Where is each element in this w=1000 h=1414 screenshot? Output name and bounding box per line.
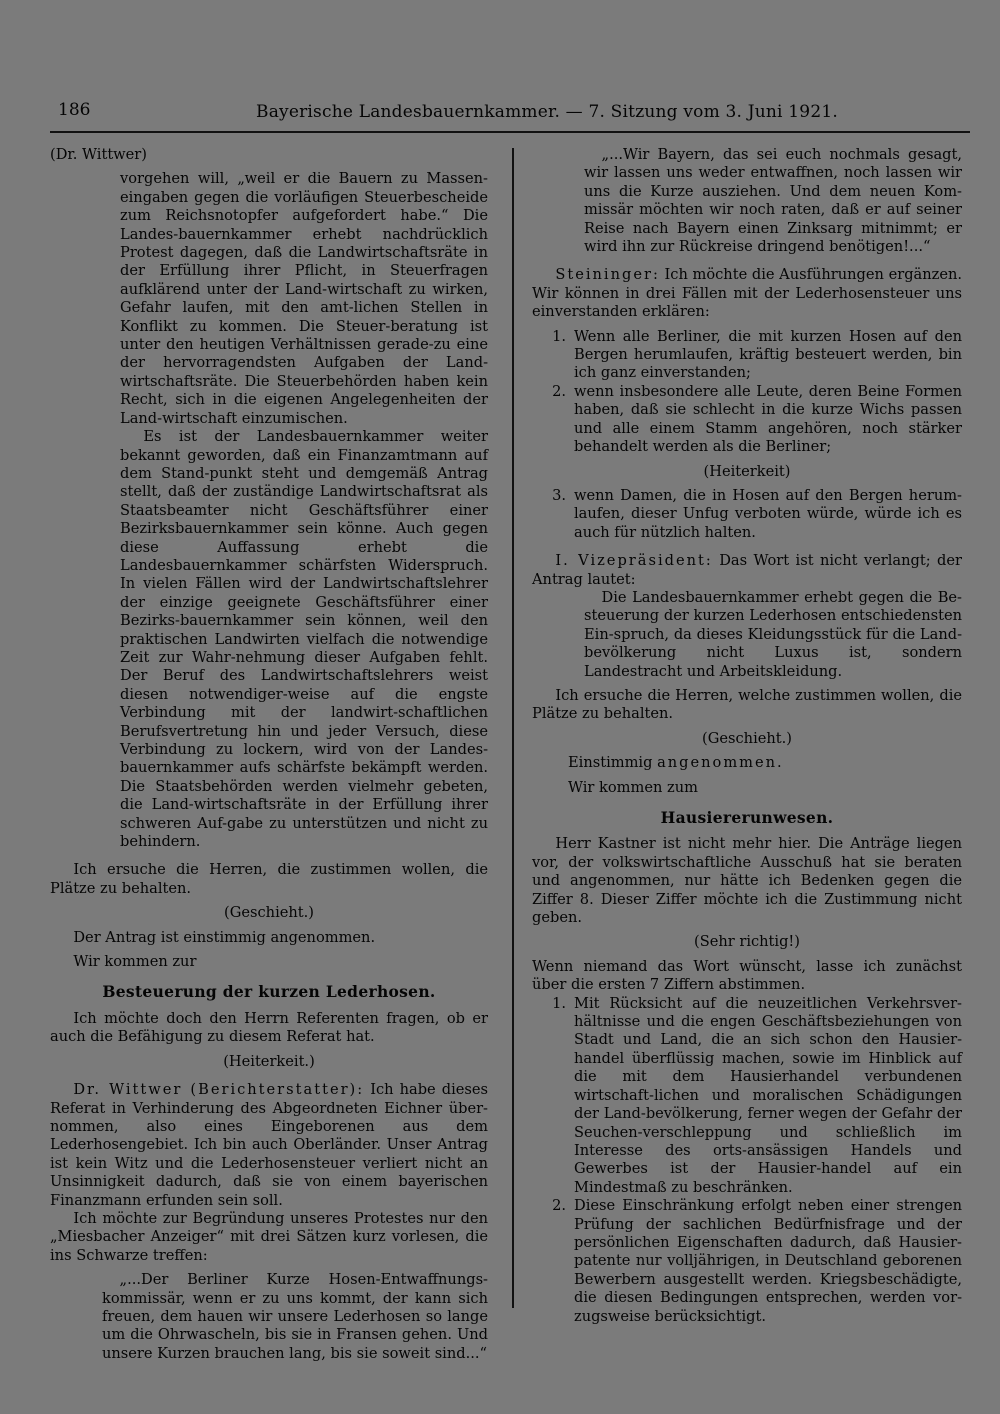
right-column (532, 146, 962, 1326)
list-number: 2. (552, 1197, 566, 1215)
speaker-name: Dr. Wittwer (Berichterstatter): (73, 1081, 365, 1099)
paragraph: Es ist der Landesbauernkammer weiter bekannt geworden, daß ein Finanzamtmann auf dem Stand-punkt steht und demgemäß Antrag stellt, daß der zuständige Landwirtschaftsrat als Staatsbeamter nicht Geschäftsführer einer Bezirksbauernkammer sein könne. Auch gegen diese Auffassung erhebt die Landesbauernkammer schärfsten Widerspruch. In vielen Fällen wird der Landwirtschaftslehrer der einzige geeignete Geschäftsführer einer Bezirks-bauernkammer sein können, weil den praktischen Landwirten vielfach die notwendige Zeit zur Wahr-nehmung dieser Aufgaben fehlt. Der Beruf des Landwirtschaftslehrers weist diesen notwendiger-weise auf die engste Verbindung mit der landwirt-schaftlichen Berufsvertretung hin und jeder Versuch, diese Verbindung zu lockern, wird von der Landes-bauernkammer aufs schärfste bekämpft werden. Die Staatsbehörden werden vielmehr gebeten, die Land-wirtschaftsräte in der Erfüllung ihrer schweren Auf-gabe zu unterstützen und nicht zu behindern. (120, 428, 488, 851)
stage-direction: (Geschieht.) (224, 904, 314, 922)
paragraph: Ich möchte doch den Herrn Referenten fragen, ob er auch die Befähigung zu diesem Referat hat. (50, 1009, 488, 1046)
page-header (58, 100, 970, 130)
numbered-list (532, 328, 962, 457)
list-text: Diese Einschränkung erfolgt neben einer strengen Prüfung der sachlichen Bedürfnisfrage und der persönlichen Eigenschaften dadurch, daß Hausier-patente nur volljährigen, in Deutschland geborenen Bewerbern ausgestellt werden. Kriegsbeschädigte, die diesen Bedingungen entsprechen, werden vor-zugsweise berücksichtigt. (574, 1197, 962, 1325)
paragraph (532, 266, 962, 321)
running-head: Bayerische Landesbauernkammer. — 7. Sitzung vom 3. Juni 1921. (256, 102, 838, 122)
paragraph (50, 1081, 488, 1210)
list-item (532, 487, 962, 542)
list-item (532, 383, 962, 457)
stage-direction: (Heiterkeit.) (223, 1052, 315, 1070)
stage-direction: (Heiterkeit) (703, 462, 791, 480)
list-number: 1. (552, 994, 566, 1012)
list-number: 2. (552, 382, 566, 400)
page-number: 186 (58, 100, 91, 120)
list-text: wenn insbesondere alle Leute, deren Beine Formen haben, daß sie schlecht in die kurze Wichs passen und alle einem Stamm angehören, noch stärker behandelt werden als die Berliner; (574, 382, 962, 456)
paragraph-text: Einstimmig (568, 754, 658, 772)
speaker-name: I. Vizepräsident: (555, 552, 713, 570)
list-text: wenn Damen, die in Hosen auf den Bergen herum-laufen, dieser Unfug verboten würde, würde ich es auch für nützlich halten. (574, 486, 962, 541)
paragraph: vorgehen will, „weil er die Bauern zu Massen-eingaben gegen die vorläufigen Steuerbescheide zum Reichsnotopfer aufgefordert habe.“ Die Landes-bauernkammer erhebt nachdrücklich Protest dagegen, daß die Landwirtschaftsräte in der Erfüllung ihrer Pflicht, in Steuerfragen aufklärend unter der Land-wirtschaft zu wirken, Gefahr laufen, mit den amt-lichen Stellen in Konflikt zu kommen. Die Steuer-beratung ist unter den heutigen Verhältnissen gerade-zu eine der hervorragendsten Aufgaben der Land-wirtschaftsräte. Die Steuerbehörden haben kein Recht, sich in die eigenen Angelegenheiten der Land-wirtschaft einzumischen. (120, 170, 488, 427)
paragraph: Ich ersuche die Herren, die zustimmen wollen, die Plätze zu behalten. (50, 861, 488, 897)
quotation: „...Der Berliner Kurze Hosen-Entwaffnungs-kommissär, wenn er zu uns kommt, der kann sich freuen, dem hauen wir unsere Lederhosen so lange um die Ohrwascheln, bis sie in Fransen gehen. Und unsere Kurzen brauchen lang, bis sie soweit sind...“ (102, 1271, 488, 1362)
paragraph-text: Ich möchte die Ausführungen ergänzen. Wir können in drei Fällen mit der Lederhosensteuer uns einverstanden erklären: (532, 266, 962, 321)
stage-direction: (Geschieht.) (702, 729, 792, 747)
list-text: Wenn alle Berliner, die mit kurzen Hosen auf den Bergen herumlaufen, kräftig besteuert werden, bin ich ganz einverstanden; (574, 327, 962, 382)
numbered-list (532, 995, 962, 1326)
list-number: 3. (552, 486, 566, 504)
speaker-continuation: (Dr. Wittwer) (50, 146, 147, 163)
column-divider (512, 148, 514, 1308)
stage-direction: (Sehr richtig!) (694, 933, 800, 951)
header-rule (50, 131, 970, 133)
paragraph-text: Das Wort ist nicht verlangt; der Antrag lautet: (532, 552, 963, 588)
section-heading: Besteuerung der kurzen Lederhosen. (102, 982, 436, 1002)
motion-text: Die Landesbauernkammer erhebt gegen die Be-steuerung der kurzen Lederhosen entschiedensten Ein-spruch, da dieses Kleidungsstück für die Land-bevölkerung nicht Luxus ist, sondern Landestracht und Arbeitskleidung. (584, 588, 962, 680)
numbered-list (532, 487, 962, 542)
list-item (532, 995, 962, 1197)
left-column (50, 146, 488, 1363)
paragraph: Ich ersuche die Herren, welche zustimmen wollen, die Plätze zu behalten. (532, 686, 962, 723)
paragraph: Wir kommen zur (73, 953, 197, 971)
paragraph: Ich möchte zur Begründung unseres Protestes nur den „Miesbacher Anzeiger“ mit drei Sätzen kurz vorlesen, die ins Schwarze treffen: (50, 1209, 488, 1264)
quotation: „...Wir Bayern, das sei euch nochmals gesagt, wir lassen uns weder entwaffnen, noch lassen wir uns die Kurze ausziehen. Und dem neuen Kom-missär möchten wir noch raten, daß er auf seiner Reise nach Bayern einen Zinksarg mitnimmt; er wird ihn zur Rückreise dringend benötigen!...“ (584, 146, 962, 256)
section-heading: Hausiererunwesen. (660, 808, 834, 827)
paragraph (568, 754, 962, 772)
paragraph: Herr Kastner ist nicht mehr hier. Die Anträge liegen vor, der volkswirtschaftliche Ausschuß hat sie beraten und angenommen, nur hätte ich Bedenken gegen die Ziffer 8. Dieser Ziffer möchte ich die Zustimmung nicht geben. (532, 835, 962, 927)
paragraph-text: Ich habe dieses Referat in Verhinderung des Abgeordneten Eichner über-nommen, also eines Eingeborenen aus dem Lederhosengebiet. Ich bin auch Oberländer. Unser Antrag ist kein Witz und die Lederhosensteuer verliert nicht an Unsinnigkeit dadurch, daß sie von einem bayerischen Finanzmann erfunden sein soll. (50, 1081, 488, 1209)
paragraph: Wir kommen zum (568, 778, 698, 796)
list-item (532, 328, 962, 383)
paragraph: Wenn niemand das Wort wünscht, lasse ich zunächst über die ersten 7 Ziffern abstimmen. (532, 957, 962, 994)
list-item (532, 1197, 962, 1326)
paragraph (532, 552, 962, 589)
list-text: Mit Rücksicht auf die neuzeitlichen Verkehrsver-hältnisse und die engen Geschäftsbeziehungen von Stadt und Land, die an sich schon den Hausier-handel überflüssig machen, sowie im Hinblick auf die mit dem Hausierhandel verbundenen wirtschaft-lichen und moralischen Schädigungen der Land-bevölkerung, ferner wegen der Gefahr der Seuchen-verschleppung und schließlich im Interesse des orts-ansässigen Handels und Gewerbes ist der Hausier-handel auf ein Mindestmaß zu beschränken. (574, 994, 962, 1196)
list-number: 1. (552, 327, 566, 345)
speaker-name: Steininger: (555, 266, 660, 284)
emphasis: angenommen. (657, 754, 784, 772)
paragraph: Der Antrag ist einstimmig angenommen. (73, 928, 376, 946)
